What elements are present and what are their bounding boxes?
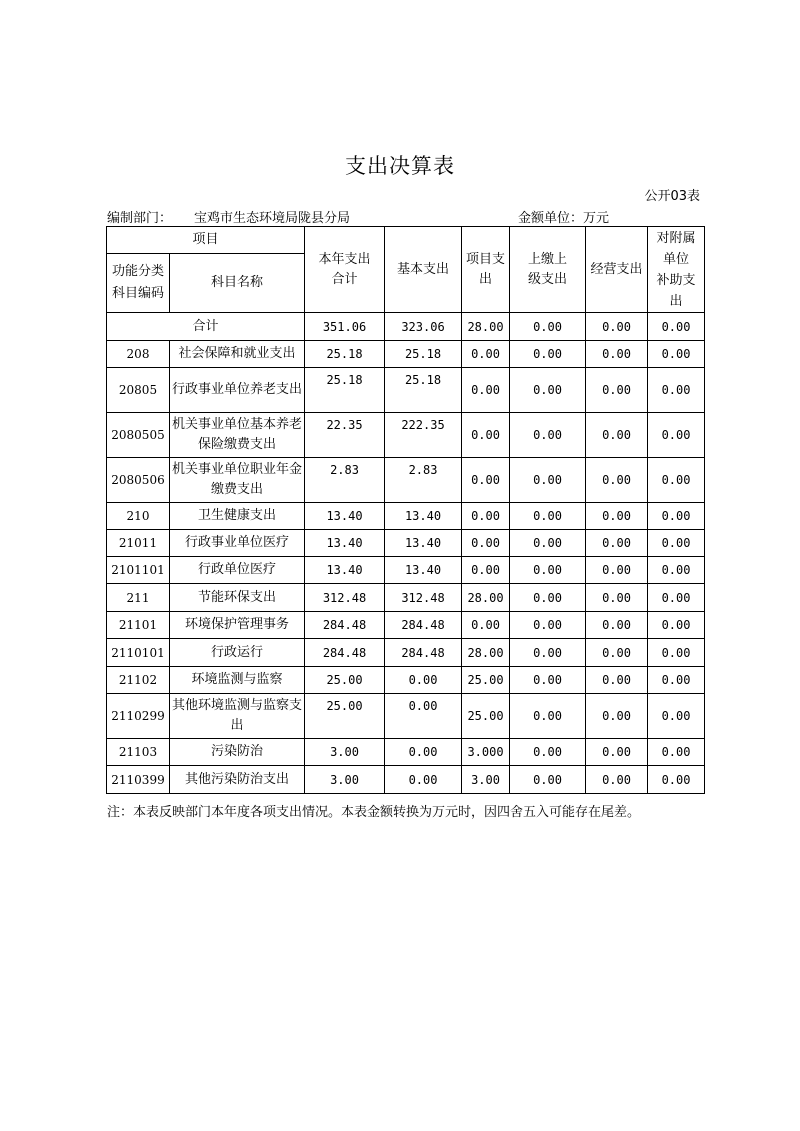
total-label: 合计 xyxy=(107,313,305,341)
row-business: 0.00 xyxy=(586,584,648,612)
table-row xyxy=(107,413,705,458)
department-label: 编制部门： xyxy=(107,211,173,226)
row-basic: 0.00 xyxy=(385,694,462,739)
row-business: 0.00 xyxy=(586,341,648,368)
row-upper: 0.00 xyxy=(510,667,586,694)
footnote: 注：本表反映部门本年度各项支出情况。本表金额转换为万元时，因四舍五入可能存在尾差。 xyxy=(107,805,641,820)
row-name: 其他污染防治支出 xyxy=(170,766,305,794)
row-upper: 0.00 xyxy=(510,694,586,739)
row-proj: 0.00 xyxy=(462,557,510,584)
table-row xyxy=(107,557,705,584)
row-name: 环境保护管理事务 xyxy=(170,612,305,639)
row-total: 3.00 xyxy=(305,766,385,794)
row-subsidy: 0.00 xyxy=(648,413,705,458)
row-basic: 13.40 xyxy=(385,503,462,530)
row-proj: 0.00 xyxy=(462,368,510,413)
row-code: 21011 xyxy=(107,530,170,557)
header-business: 经营支出 xyxy=(586,227,648,313)
row-name: 行政事业单位养老支出 xyxy=(170,368,305,413)
header-project: 项目 xyxy=(107,227,305,254)
row-subsidy: 0.00 xyxy=(648,503,705,530)
row-business: 0.00 xyxy=(586,368,648,413)
row-subsidy: 0.00 xyxy=(648,612,705,639)
table-row xyxy=(107,766,705,794)
table-row xyxy=(107,612,705,639)
row-code: 21103 xyxy=(107,739,170,766)
table-row xyxy=(107,694,705,739)
table-row xyxy=(107,458,705,503)
row-code: 21102 xyxy=(107,667,170,694)
total-proj: 28.00 xyxy=(462,313,510,341)
row-subsidy: 0.00 xyxy=(648,739,705,766)
row-total: 13.40 xyxy=(305,530,385,557)
row-name: 环境监测与监察 xyxy=(170,667,305,694)
row-total: 25.00 xyxy=(305,694,385,739)
row-upper: 0.00 xyxy=(510,584,586,612)
row-subsidy: 0.00 xyxy=(648,557,705,584)
row-name: 行政事业单位医疗 xyxy=(170,530,305,557)
row-code: 208 xyxy=(107,341,170,368)
row-total: 284.48 xyxy=(305,612,385,639)
row-name: 节能环保支出 xyxy=(170,584,305,612)
row-upper: 0.00 xyxy=(510,530,586,557)
row-total: 2.83 xyxy=(305,458,385,503)
row-business: 0.00 xyxy=(586,739,648,766)
row-total: 3.00 xyxy=(305,739,385,766)
row-code: 2110399 xyxy=(107,766,170,794)
amount-unit: 金额单位：万元 xyxy=(518,211,610,226)
row-business: 0.00 xyxy=(586,667,648,694)
row-total: 284.48 xyxy=(305,639,385,667)
table-row xyxy=(107,667,705,694)
row-basic: 284.48 xyxy=(385,612,462,639)
row-code: 20805 xyxy=(107,368,170,413)
row-business: 0.00 xyxy=(586,557,648,584)
department-value: 宝鸡市生态环境局陇县分局 xyxy=(194,211,351,226)
row-total: 22.35 xyxy=(305,413,385,458)
row-proj: 0.00 xyxy=(462,530,510,557)
total-business: 0.00 xyxy=(586,313,648,341)
row-subsidy: 0.00 xyxy=(648,667,705,694)
row-name: 社会保障和就业支出 xyxy=(170,341,305,368)
row-name: 其他环境监测与监察支出 xyxy=(170,694,305,739)
total-upper: 0.00 xyxy=(510,313,586,341)
row-basic: 13.40 xyxy=(385,530,462,557)
row-upper: 0.00 xyxy=(510,341,586,368)
row-basic: 2.83 xyxy=(385,458,462,503)
row-upper: 0.00 xyxy=(510,413,586,458)
header-name: 科目名称 xyxy=(170,254,305,313)
table-row xyxy=(107,584,705,612)
row-upper: 0.00 xyxy=(510,739,586,766)
row-business: 0.00 xyxy=(586,413,648,458)
row-code: 21101 xyxy=(107,612,170,639)
row-subsidy: 0.00 xyxy=(648,458,705,503)
total-subsidy: 0.00 xyxy=(648,313,705,341)
row-proj: 3.00 xyxy=(462,766,510,794)
department-line xyxy=(107,207,350,226)
row-subsidy: 0.00 xyxy=(648,694,705,739)
row-business: 0.00 xyxy=(586,766,648,794)
total-row xyxy=(107,313,705,341)
row-proj: 0.00 xyxy=(462,458,510,503)
row-upper: 0.00 xyxy=(510,766,586,794)
row-business: 0.00 xyxy=(586,694,648,739)
row-name: 行政运行 xyxy=(170,639,305,667)
row-upper: 0.00 xyxy=(510,639,586,667)
row-subsidy: 0.00 xyxy=(648,766,705,794)
row-proj: 25.00 xyxy=(462,667,510,694)
total-total: 351.06 xyxy=(305,313,385,341)
expenditure-table xyxy=(106,226,705,794)
row-business: 0.00 xyxy=(586,639,648,667)
row-name: 污染防治 xyxy=(170,739,305,766)
row-subsidy: 0.00 xyxy=(648,341,705,368)
row-name: 卫生健康支出 xyxy=(170,503,305,530)
row-code: 2110299 xyxy=(107,694,170,739)
row-basic: 0.00 xyxy=(385,766,462,794)
row-code: 2080505 xyxy=(107,413,170,458)
page-title: 支出决算表 xyxy=(345,154,455,178)
row-subsidy: 0.00 xyxy=(648,639,705,667)
row-proj: 0.00 xyxy=(462,413,510,458)
row-upper: 0.00 xyxy=(510,368,586,413)
header-subsidy: 对附属 单位 补助支 出 xyxy=(648,227,705,313)
row-total: 13.40 xyxy=(305,503,385,530)
row-basic: 25.18 xyxy=(385,341,462,368)
row-upper: 0.00 xyxy=(510,612,586,639)
table-code: 公开03表 xyxy=(644,189,700,204)
row-code: 2110101 xyxy=(107,639,170,667)
row-upper: 0.00 xyxy=(510,503,586,530)
row-proj: 0.00 xyxy=(462,503,510,530)
row-name: 机关事业单位基本养老保险缴费支出 xyxy=(170,413,305,458)
row-business: 0.00 xyxy=(586,530,648,557)
table-row xyxy=(107,739,705,766)
table-row xyxy=(107,368,705,413)
row-subsidy: 0.00 xyxy=(648,368,705,413)
row-total: 25.18 xyxy=(305,341,385,368)
row-basic: 0.00 xyxy=(385,739,462,766)
header-code: 功能分类 科目编码 xyxy=(107,254,170,313)
row-basic: 222.35 xyxy=(385,413,462,458)
table-row xyxy=(107,639,705,667)
row-proj: 25.00 xyxy=(462,694,510,739)
row-subsidy: 0.00 xyxy=(648,584,705,612)
row-name: 机关事业单位职业年金缴费支出 xyxy=(170,458,305,503)
row-proj: 3.000 xyxy=(462,739,510,766)
header-upper-payment: 上缴上 级支出 xyxy=(510,227,586,313)
row-business: 0.00 xyxy=(586,503,648,530)
table-row xyxy=(107,341,705,368)
row-code: 2101101 xyxy=(107,557,170,584)
row-code: 2080506 xyxy=(107,458,170,503)
header-total: 本年支出 合计 xyxy=(305,227,385,313)
row-business: 0.00 xyxy=(586,612,648,639)
row-basic: 312.48 xyxy=(385,584,462,612)
total-basic: 323.06 xyxy=(385,313,462,341)
row-basic: 284.48 xyxy=(385,639,462,667)
row-subsidy: 0.00 xyxy=(648,530,705,557)
row-code: 210 xyxy=(107,503,170,530)
row-proj: 0.00 xyxy=(462,341,510,368)
table-row xyxy=(107,503,705,530)
row-name: 行政单位医疗 xyxy=(170,557,305,584)
header-project-expense: 项目支 出 xyxy=(462,227,510,313)
header-basic: 基本支出 xyxy=(385,227,462,313)
row-proj: 28.00 xyxy=(462,584,510,612)
row-basic: 0.00 xyxy=(385,667,462,694)
row-upper: 0.00 xyxy=(510,458,586,503)
row-business: 0.00 xyxy=(586,458,648,503)
row-total: 25.00 xyxy=(305,667,385,694)
row-proj: 28.00 xyxy=(462,639,510,667)
row-total: 312.48 xyxy=(305,584,385,612)
table-row xyxy=(107,530,705,557)
row-code: 211 xyxy=(107,584,170,612)
row-basic: 25.18 xyxy=(385,368,462,413)
row-total: 25.18 xyxy=(305,368,385,413)
row-upper: 0.00 xyxy=(510,557,586,584)
row-basic: 13.40 xyxy=(385,557,462,584)
row-total: 13.40 xyxy=(305,557,385,584)
row-proj: 0.00 xyxy=(462,612,510,639)
